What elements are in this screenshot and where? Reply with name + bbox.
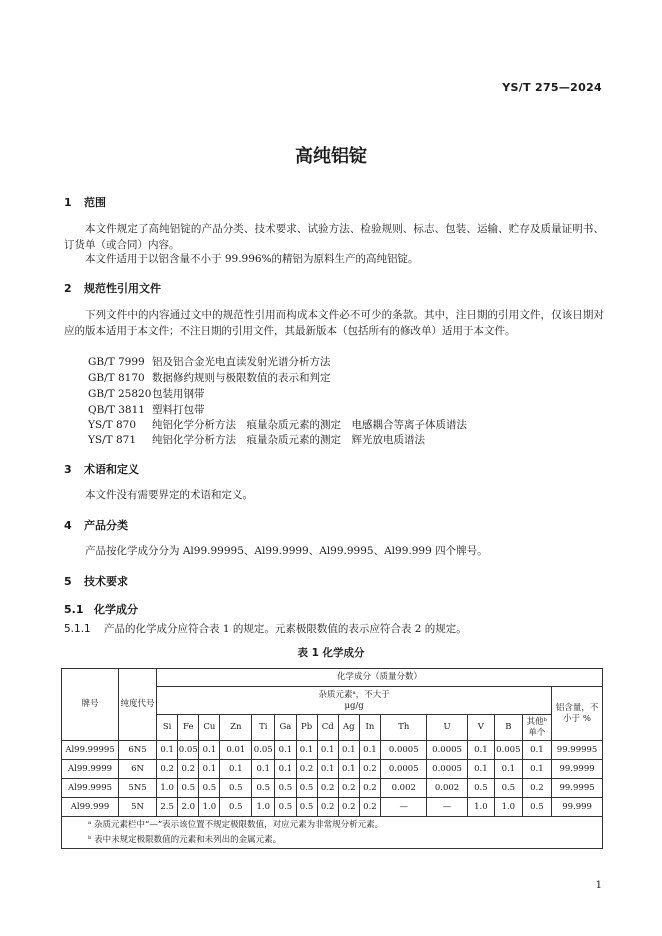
cell-al: 99.9995 (552, 779, 603, 798)
cell-value: 0.1 (157, 741, 178, 760)
cell-grade: Al99.9999 (62, 760, 119, 779)
cell-value: 0.1 (522, 760, 552, 779)
cell-value: 1.0 (252, 798, 275, 817)
reference-title: 铝及铝合金光电直读发射光谱分析方法 (152, 356, 331, 368)
element-header: V (467, 715, 494, 741)
element-header: Ti (252, 715, 275, 741)
section-3-paragraph-1: 本文件没有需要界定的术语和定义。 (85, 489, 253, 501)
cell-value: 0.5 (467, 779, 494, 798)
header-al-content: 铝含量，不小于 % (552, 687, 603, 741)
element-header: Ga (275, 715, 296, 741)
cell-value: 0.2 (359, 779, 380, 798)
table-row (62, 760, 603, 779)
section-title: 术语和定义 (84, 463, 139, 476)
reference-code: QB/T 3811 (88, 404, 145, 416)
cell-grade: Al99.999 (62, 798, 119, 817)
section-number: 5 (64, 575, 72, 588)
reference-title: 纯铝化学分析方法 痕量杂质元素的测定 电感耦合等离子体质谱法 (152, 419, 467, 431)
cell-value: 0.05 (178, 741, 199, 760)
cell-value: 0.1 (522, 741, 552, 760)
section-4-heading (64, 517, 128, 533)
header-impurity-label: 杂质元素ᵃ，不大于 (318, 689, 390, 700)
reference-item (88, 402, 205, 417)
cell-value: 0.5 (296, 779, 317, 798)
reference-item (88, 432, 425, 447)
element-header: B (495, 715, 522, 741)
cell-value: 0.2 (338, 779, 359, 798)
cell-value: 0.2 (359, 798, 380, 817)
element-header: Pb (296, 715, 317, 741)
cell-value: 0.2 (317, 798, 338, 817)
cell-value: 0.005 (495, 741, 522, 760)
cell-value: — (381, 798, 427, 817)
cell-al: 99.999 (552, 798, 603, 817)
cell-value: 0.1 (317, 741, 338, 760)
cell-value: 0.002 (381, 779, 427, 798)
cell-value: 0.05 (252, 741, 275, 760)
table-row (62, 741, 603, 760)
element-header: Fe (178, 715, 199, 741)
element-header: Cu (199, 715, 220, 741)
cell-value: 0.1 (275, 760, 296, 779)
cell-value: 0.5 (199, 779, 220, 798)
clause-5-1-1 (64, 622, 467, 637)
section-5-1-heading (64, 601, 138, 617)
table-footnote-a: ᵃ 杂质元素栏中“—”表示该位置不规定极限数值，对应元素为非常规分析元素。 (62, 817, 603, 833)
reference-title: 包装用钢带 (152, 388, 205, 400)
header-unit: μg/g (344, 700, 364, 711)
section-4-paragraph-1: 产品按化学成分分为 Al99.99995、Al99.9999、Al99.9995、Al99.999 四个牌号。 (85, 545, 488, 557)
cell-al: 99.99995 (552, 741, 603, 760)
section-title: 技术要求 (84, 575, 128, 588)
reference-code: GB/T 25820 (88, 388, 152, 400)
cell-value: 0.0005 (427, 760, 467, 779)
table-row (62, 779, 603, 798)
standard-number: YS/T 275—2024 (502, 81, 602, 94)
cell-value: 0.5 (220, 779, 252, 798)
section-number: 2 (64, 282, 72, 295)
table-row (62, 798, 603, 817)
reference-code: GB/T 8170 (88, 372, 145, 384)
reference-item (88, 370, 331, 385)
cell-value: 2.5 (157, 798, 178, 817)
reference-title: 塑料打包带 (152, 404, 205, 416)
reference-title: 纯铝化学分析方法 痕量杂质元素的测定 辉光放电质谱法 (152, 434, 425, 446)
cell-value: 0.1 (338, 760, 359, 779)
cell-code: 5N5 (119, 779, 157, 798)
reference-item (88, 386, 205, 401)
cell-code: 6N (119, 760, 157, 779)
cell-value: 0.2 (522, 779, 552, 798)
element-header: Th (381, 715, 427, 741)
cell-value: 0.1 (359, 741, 380, 760)
cell-value: 0.1 (317, 760, 338, 779)
section-title: 产品分类 (84, 519, 128, 532)
cell-value: 0.1 (495, 760, 522, 779)
cell-value: 1.0 (157, 779, 178, 798)
cell-value: 0.0005 (427, 741, 467, 760)
cell-value: 0.2 (359, 760, 380, 779)
cell-value: 0.002 (427, 779, 467, 798)
clause-text: 产品的化学成分应符合表 1 的规定。元素极限数值的表示应符合表 2 的规定。 (104, 623, 467, 635)
section-1-heading (64, 194, 106, 210)
section-title: 化学成分 (94, 603, 138, 616)
section-5-heading (64, 573, 128, 589)
section-2-paragraph-1: 下列文件中的内容通过文中的规范性引用而构成本文件必不可少的条款。其中，注日期的引用文件，仅该日期对应的版本适用于本文件；不注日期的引用文件，其最新版本（包括所有的修改单）适用于本文件。 (64, 309, 604, 337)
element-header: Si (157, 715, 178, 741)
cell-value: 0.5 (275, 798, 296, 817)
reference-title: 数据修约规则与极限数值的表示和判定 (152, 372, 331, 384)
element-header: 其他ᵇ单个 (522, 715, 552, 741)
cell-value: — (427, 798, 467, 817)
section-number: 1 (64, 196, 72, 209)
cell-value: 0.5 (296, 798, 317, 817)
cell-value: 0.5 (522, 798, 552, 817)
cell-value: 1.0 (495, 798, 522, 817)
cell-value: 0.01 (220, 741, 252, 760)
cell-value: 0.1 (467, 760, 494, 779)
cell-value: 0.0005 (381, 741, 427, 760)
cell-value: 0.1 (199, 741, 220, 760)
cell-al: 99.9999 (552, 760, 603, 779)
document-title: 高纯铝锭 (295, 146, 367, 167)
section-2-heading (64, 280, 161, 296)
cell-grade: Al99.9995 (62, 779, 119, 798)
cell-value: 0.5 (178, 779, 199, 798)
element-header: Cd (317, 715, 338, 741)
cell-value: 0.5 (495, 779, 522, 798)
cell-value: 0.2 (296, 760, 317, 779)
page-number: 1 (595, 880, 602, 891)
cell-value: 0.2 (157, 760, 178, 779)
cell-value: 0.2 (338, 798, 359, 817)
reference-item (88, 417, 467, 432)
element-header: In (359, 715, 380, 741)
cell-value: 0.2 (317, 779, 338, 798)
section-3-heading (64, 461, 139, 477)
cell-value: 0.5 (275, 779, 296, 798)
clause-number: 5.1.1 (64, 623, 91, 635)
element-header: U (427, 715, 467, 741)
section-number: 3 (64, 463, 72, 476)
cell-code: 6N5 (119, 741, 157, 760)
cell-value: 0.1 (220, 760, 252, 779)
reference-code: YS/T 870 (88, 419, 137, 431)
reference-code: GB/T 7999 (88, 356, 145, 368)
cell-value: 0.1 (275, 741, 296, 760)
section-title: 范围 (84, 196, 106, 209)
cell-value: 2.0 (178, 798, 199, 817)
section-number: 4 (64, 519, 72, 532)
cell-value: 0.2 (178, 760, 199, 779)
cell-code: 5N (119, 798, 157, 817)
cell-value: 0.1 (252, 760, 275, 779)
cell-value: 0.1 (338, 741, 359, 760)
section-1-paragraph-1: 本文件规定了高纯铝锭的产品分类、技术要求、试验方法、检验规则、标志、包装、运输、贮存及质量证明书、订货单（或合同）内容。 (64, 223, 604, 251)
cell-value: 0.5 (252, 779, 275, 798)
header-chemical-composition: 化学成分（质量分数） (157, 669, 603, 687)
reference-code: YS/T 871 (88, 434, 137, 446)
cell-value: 0.0005 (381, 760, 427, 779)
cell-value: 1.0 (199, 798, 220, 817)
header-grade: 牌号 (62, 669, 119, 741)
header-purity-code: 纯度代号 (119, 669, 157, 741)
element-header: Zn (220, 715, 252, 741)
element-header: Ag (338, 715, 359, 741)
table-caption: 表 1 化学成分 (297, 647, 365, 659)
chemical-composition-table (61, 668, 603, 849)
reference-item (88, 354, 331, 369)
cell-value: 0.1 (296, 741, 317, 760)
cell-grade: Al99.99995 (62, 741, 119, 760)
section-title: 规范性引用文件 (84, 282, 161, 295)
cell-value: 0.1 (467, 741, 494, 760)
section-number: 5.1 (64, 603, 84, 616)
cell-value: 1.0 (467, 798, 494, 817)
table-footnote-b: ᵇ 表中未规定极限数值的元素和未列出的金属元素。 (62, 833, 603, 849)
cell-value: 0.5 (220, 798, 252, 817)
section-1-paragraph-2: 本文件适用于以铝含量不小于 99.996%的精铝为原料生产的高纯铝锭。 (85, 253, 419, 265)
header-impurity (157, 687, 552, 715)
cell-value: 0.1 (199, 760, 220, 779)
